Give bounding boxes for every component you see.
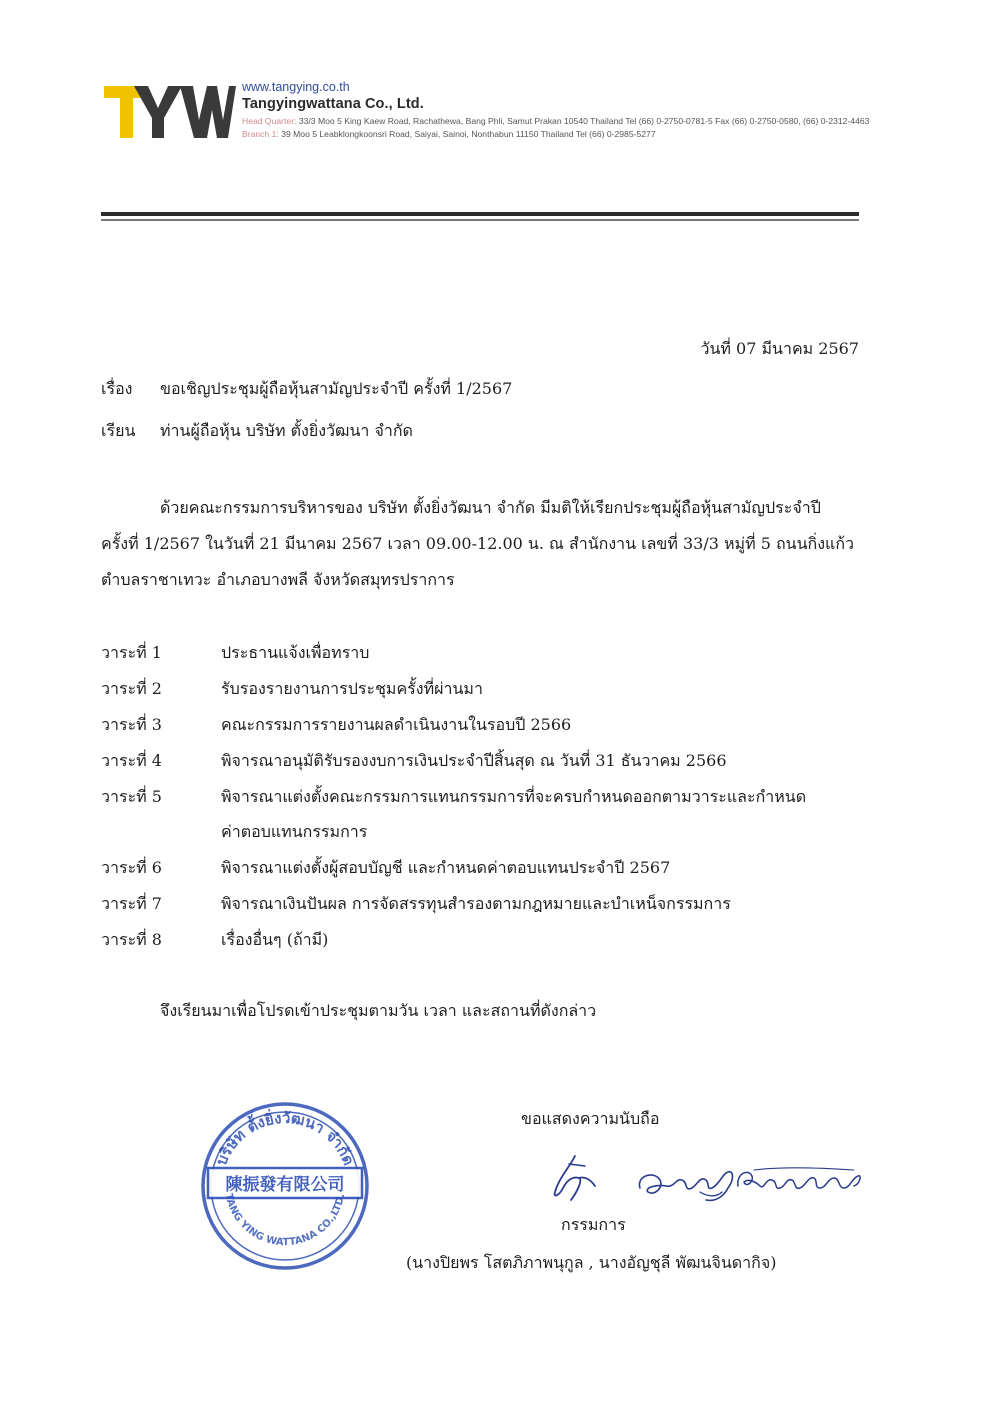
subject-text: ขอเชิญประชุมผู้ถือหุ้นสามัญประจำปี ครั้งที่ 1/2567 bbox=[160, 379, 513, 398]
header-divider-thin bbox=[101, 219, 859, 221]
branch-address bbox=[242, 129, 656, 139]
recipient-label: เรียน bbox=[101, 421, 136, 440]
logo-y-letter bbox=[134, 86, 182, 138]
agenda-item: รับรองรายงานการประชุมครั้งที่ผ่านมา bbox=[221, 679, 483, 698]
agenda-number: วาระที่ 7 bbox=[101, 894, 162, 913]
svg-text:TANG YING WATTANA CO.,LTD. bbox=[223, 1193, 348, 1249]
subject-label: เรื่อง bbox=[101, 379, 133, 398]
agenda-item: ประธานแจ้งเพื่อทราบ bbox=[221, 643, 370, 662]
agenda-item: เรื่องอื่นๆ (ถ้ามี) bbox=[221, 930, 329, 949]
agenda-item: พิจารณาแต่งตั้งผู้สอบบัญชี และกำหนดค่าตอบแทนประจำปี 2567 bbox=[221, 858, 671, 877]
regards-text: ขอแสดงความนับถือ bbox=[521, 1109, 660, 1128]
signatory-names: (นางปิยพร โสตภิภาพนุกูล , นางอัญชุลี พัฒนจินดากิจ) bbox=[406, 1253, 777, 1272]
seal-thai-text: บริษัท ตั้งยิ่งวัฒนา จำกัด bbox=[212, 1108, 358, 1168]
letter-date: วันที่ 07 มีนาคม 2567 bbox=[700, 339, 859, 358]
seal-chinese-text: 陳振發有限公司 bbox=[225, 1175, 345, 1195]
recipient-text: ท่านผู้ถือหุ้น บริษัท ตั้งยิ่งวัฒนา จำกัด bbox=[160, 421, 413, 440]
agenda-number: วาระที่ 6 bbox=[101, 858, 162, 877]
body-line: ด้วยคณะกรรมการบริหารของ บริษัท ตั้งยิ่งวัฒนา จำกัด มีมติให้เรียกประชุมผู้ถือหุ้นสามัญประจำปี bbox=[160, 498, 821, 517]
agenda-item: พิจารณาอนุมัติรับรองงบการเงินประจำปีสิ้นสุด ณ วันที่ 31 ธันวาคม 2566 bbox=[221, 751, 727, 770]
branch-label: Branch 1: bbox=[242, 129, 279, 139]
head-office-text: 33/3 Moo 5 King Kaew Road, Rachathewa, Bang Phli, Samut Prakan 10540 Thailand Tel (66) 0-2750-0781-5 Fax (66) 0-2750-0580, (66) 0-2312-4463 bbox=[298, 116, 870, 126]
closing-sentence: จึงเรียนมาเพื่อโปรดเข้าประชุมตามวัน เวลา และสถานที่ดังกล่าว bbox=[160, 1001, 597, 1020]
agenda-item: พิจารณาเงินปันผล การจัดสรรทุนสำรองตามกฎหมายและบำเหน็จกรรมการ bbox=[221, 894, 731, 913]
agenda-number: วาระที่ 4 bbox=[101, 751, 162, 770]
agenda-number: วาระที่ 5 bbox=[101, 787, 162, 806]
agenda-item-continuation: ค่าตอบแทนกรรมการ bbox=[221, 822, 368, 841]
body-paragraph bbox=[101, 494, 871, 602]
agenda-item: คณะกรรมการรายงานผลดำเนินงานในรอบปี 2566 bbox=[221, 715, 572, 734]
signatory-title: กรรมการ bbox=[561, 1215, 626, 1234]
agenda-number: วาระที่ 2 bbox=[101, 679, 162, 698]
agenda-item: พิจารณาแต่งตั้งคณะกรรมการแทนกรรมการที่จะครบกำหนดออกตามวาระและกำหนด bbox=[221, 787, 807, 806]
logo-w-letter bbox=[180, 86, 236, 138]
head-office-address bbox=[242, 116, 869, 126]
company-logo bbox=[104, 84, 236, 140]
head-office-label: Head Quarter: bbox=[242, 116, 297, 126]
body-line: ตำบลราชาเทวะ อำเภอบางพลี จังหวัดสมุทรปราการ bbox=[101, 570, 455, 589]
signature-2 bbox=[636, 1158, 738, 1206]
company-seal bbox=[200, 1100, 370, 1272]
signature-3 bbox=[734, 1162, 864, 1198]
agenda-number: วาระที่ 8 bbox=[101, 930, 162, 949]
company-name: Tangyingwattana Co., Ltd. bbox=[242, 96, 424, 112]
agenda-number: วาระที่ 1 bbox=[101, 643, 162, 662]
branch-text: 39 Moo 5 Leabklongkoonsri Road, Saiyai, Sainoi, Nonthabun 11150 Thailand Tel (66) 0-2985-5277 bbox=[281, 129, 656, 139]
signature-1 bbox=[545, 1152, 605, 1212]
company-website: www.tangying.co.th bbox=[242, 80, 350, 94]
header-divider bbox=[101, 212, 859, 216]
seal-english-text: TANG YING WATTANA CO.,LTD. bbox=[222, 1192, 348, 1249]
body-line: ครั้งที่ 1/2567 ในวันที่ 21 มีนาคม 2567 เวลา 09.00-12.00 น. ณ สำนักงาน เลขที่ 33/3 หมู่ที่ 5 ถนนกิ่งแก้ว bbox=[101, 534, 855, 553]
svg-text:บริษัท ตั้งยิ่งวัฒนา จำกัด bbox=[212, 1108, 358, 1168]
agenda-number: วาระที่ 3 bbox=[101, 715, 162, 734]
